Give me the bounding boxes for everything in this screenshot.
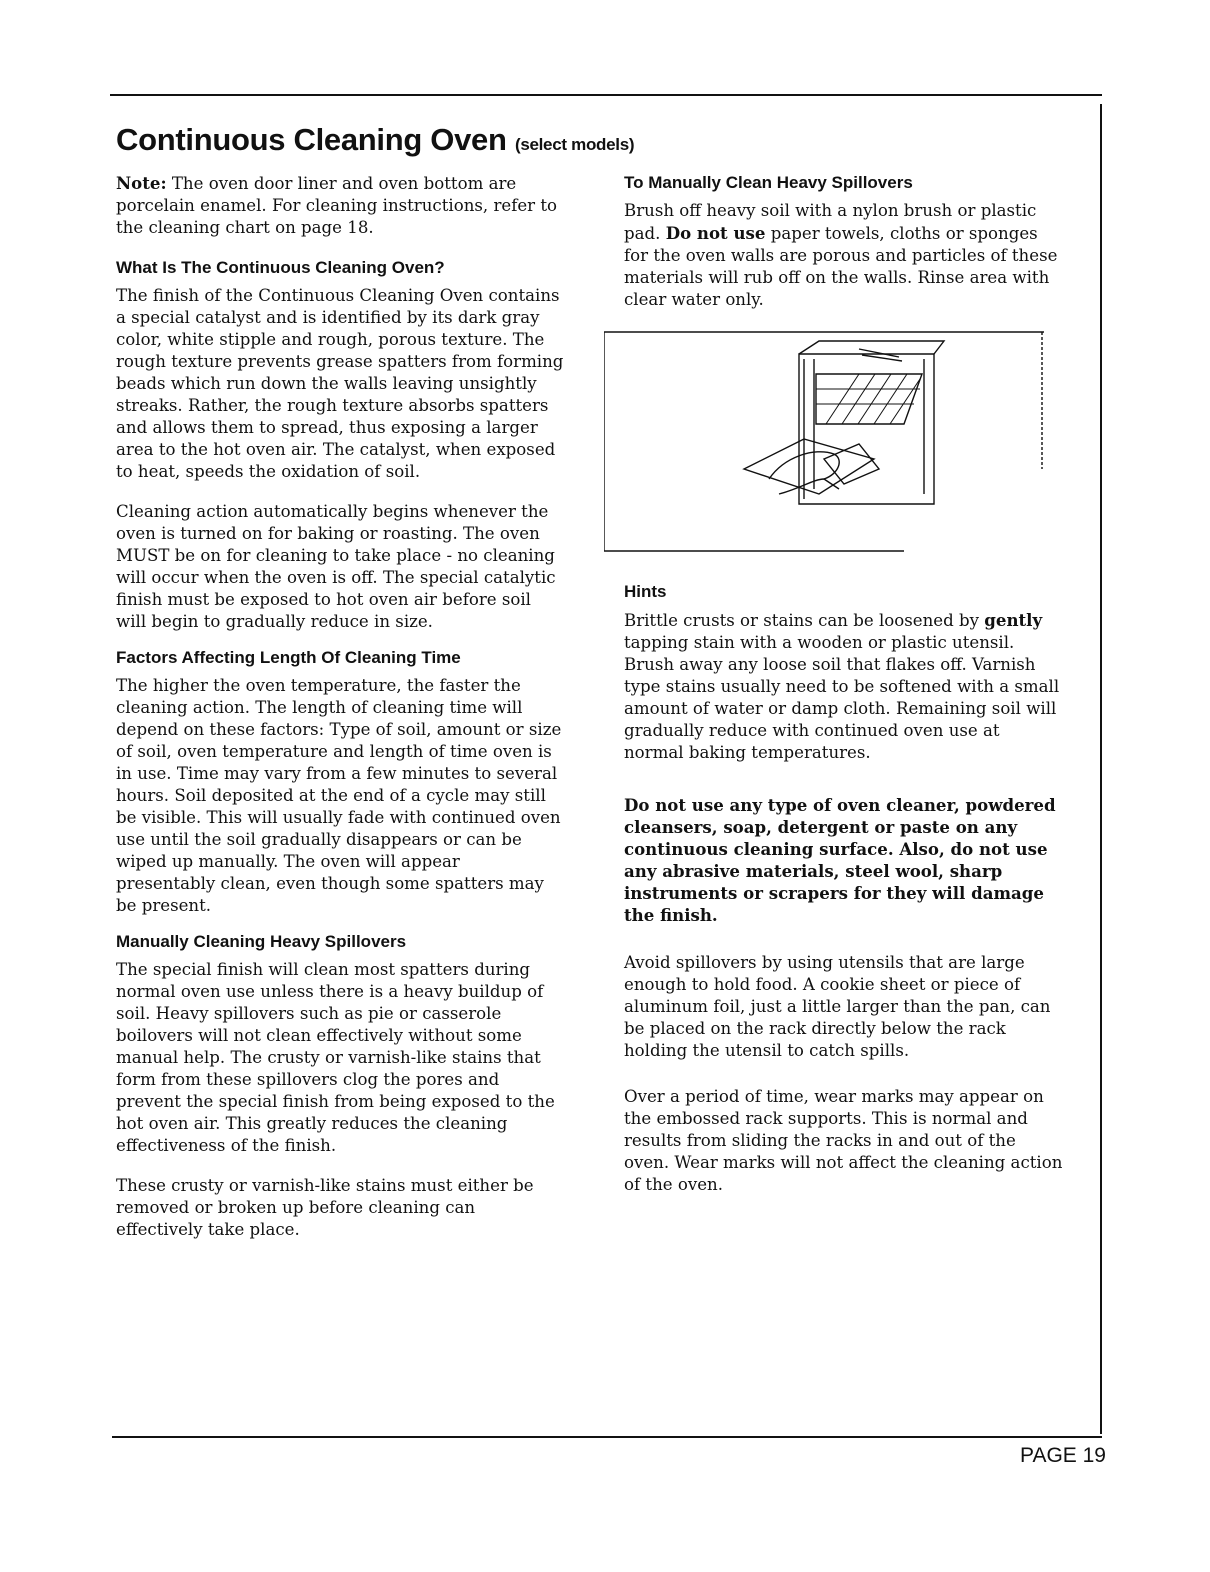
scrub-pad [824,444,879,484]
paragraph-avoid-spillovers: Avoid spillovers by using utensils that are large enough to hold food. A cookie sheet or piece of aluminum foil, just a little larger than the pan, can be placed on the rack directly below the rack holding the utensil to catch spills. [624,953,1051,1060]
title-sub: (select models) [514,135,635,154]
brush-do-not-use: Do not use [665,223,766,243]
oven-illustration-svg [604,329,1044,557]
left-column [116,172,564,1259]
right-column [624,172,1064,1214]
oven-cavity-outline [799,354,934,504]
note-paragraph [116,172,564,239]
paragraph-cleaning-action: Cleaning action automatically begins whenever the oven is turned on for baking or roasting. The oven MUST be on for cleaning to take place - no cleaning will occur when the oven is off. The special catalytic finish must be exposed to hot oven air before soil will begin to gradually reduce in size. [116,502,556,631]
paragraph-wear-marks: Over a period of time, wear marks may appear on the embossed rack supports. This is normal and results from sliding the racks in and out of the oven. Wear marks will not affect the cleaning action of the oven. [624,1087,1063,1194]
brush-text-a: Brush off heavy soil with a nylon brush or plastic pad. [624,201,1037,243]
brush-text-b: paper towels, cloths or sponges for the oven walls are porous and particles of these materials will rub off on the walls. Rinse area with clear water only. [624,224,1058,309]
title-main: Continuous Cleaning Oven [116,122,507,157]
heading-to-manually-clean: To Manually Clean Heavy Spillovers [624,173,913,192]
hints-gently: gently [984,610,1043,630]
oven-cleaning-illustration [604,329,1044,557]
note-text: The oven door liner and oven bottom are porcelain enamel. For cleaning instructions, refer to the cleaning chart on page 18. [116,174,558,237]
top-rule [110,94,1102,96]
paragraph-spillovers: The special finish will clean most spatters during normal oven use unless there is a heavy buildup of soil. Heavy spillovers such as pie or casserole boilovers will not clean effectively without some manual help. The crusty or varnish-like stains that form from these spillovers clog the pores and prevent the special finish from being exposed to the hot oven air. This greatly reduces the cleaning effectiveness of the finish. [116,960,555,1155]
hints-text-b: tapping stain with a wooden or plastic utensil. Brush away any loose soil that flakes off. Varnish type stains usually need to be softened with a small amount of water or damp cloth. Remaining soil will gradually reduce with continued oven use at normal baking temperatures. [624,633,1060,762]
bottom-rule [112,1436,1102,1438]
rack-wires [816,374,920,424]
heading-factors-cleaning-time: Factors Affecting Length Of Cleaning Time [116,648,461,667]
right-rule [1100,104,1102,1434]
page-number: PAGE 19 [1020,1444,1106,1467]
hints-text-a: Brittle crusts or stains can be loosened by [624,611,985,630]
note-label: Note: [116,173,167,193]
heading-hints: Hints [624,582,667,601]
oven-door-panel [744,439,874,494]
page-title [116,124,634,155]
paragraph-brush-off [624,200,1064,311]
paragraph-cleaning-time: The higher the oven temperature, the faster the cleaning action. The length of cleaning time will depend on these factors: Type of soil, amount or size of soil, oven temperature and length of time oven is in use. Time may vary from a few minutes to several hours. Soil deposited at the end of a cycle may still be visible. This will usually fade with continued oven use until the soil gradually disappears or can be wiped up manually. The oven will appear presentably clean, even though some spatters may be present. [116,676,562,915]
paragraph-finish-description: The finish of the Continuous Cleaning Oven contains a special catalyst and is identified by its dark gray color, white stipple and rough, porous texture. The rough texture prevents grease spatters from forming beads which run down the walls leaving unsightly streaks. Rather, the rough texture absorbs spatters and allows them to spread, thus exposing a larger area to the hot oven air. The catalyst, when exposed to heat, speeds the oxidation of soil. [116,286,564,481]
paragraph-brittle-crusts [624,609,1064,764]
heading-what-is-continuous-cleaning: What Is The Continuous Cleaning Oven? [116,258,445,277]
heading-manually-cleaning-spillovers: Manually Cleaning Heavy Spillovers [116,932,407,951]
paragraph-crusty-stains: These crusty or varnish-like stains must either be removed or broken up before cleaning can effectively take place. [116,1176,534,1239]
warning-paragraph: Do not use any type of oven cleaner, powdered cleansers, soap, detergent or paste on any continuous cleaning surface. Also, do not use any abrasive materials, steel wool, sharp instruments or scrapers for they will damage the finish. [624,795,1056,925]
